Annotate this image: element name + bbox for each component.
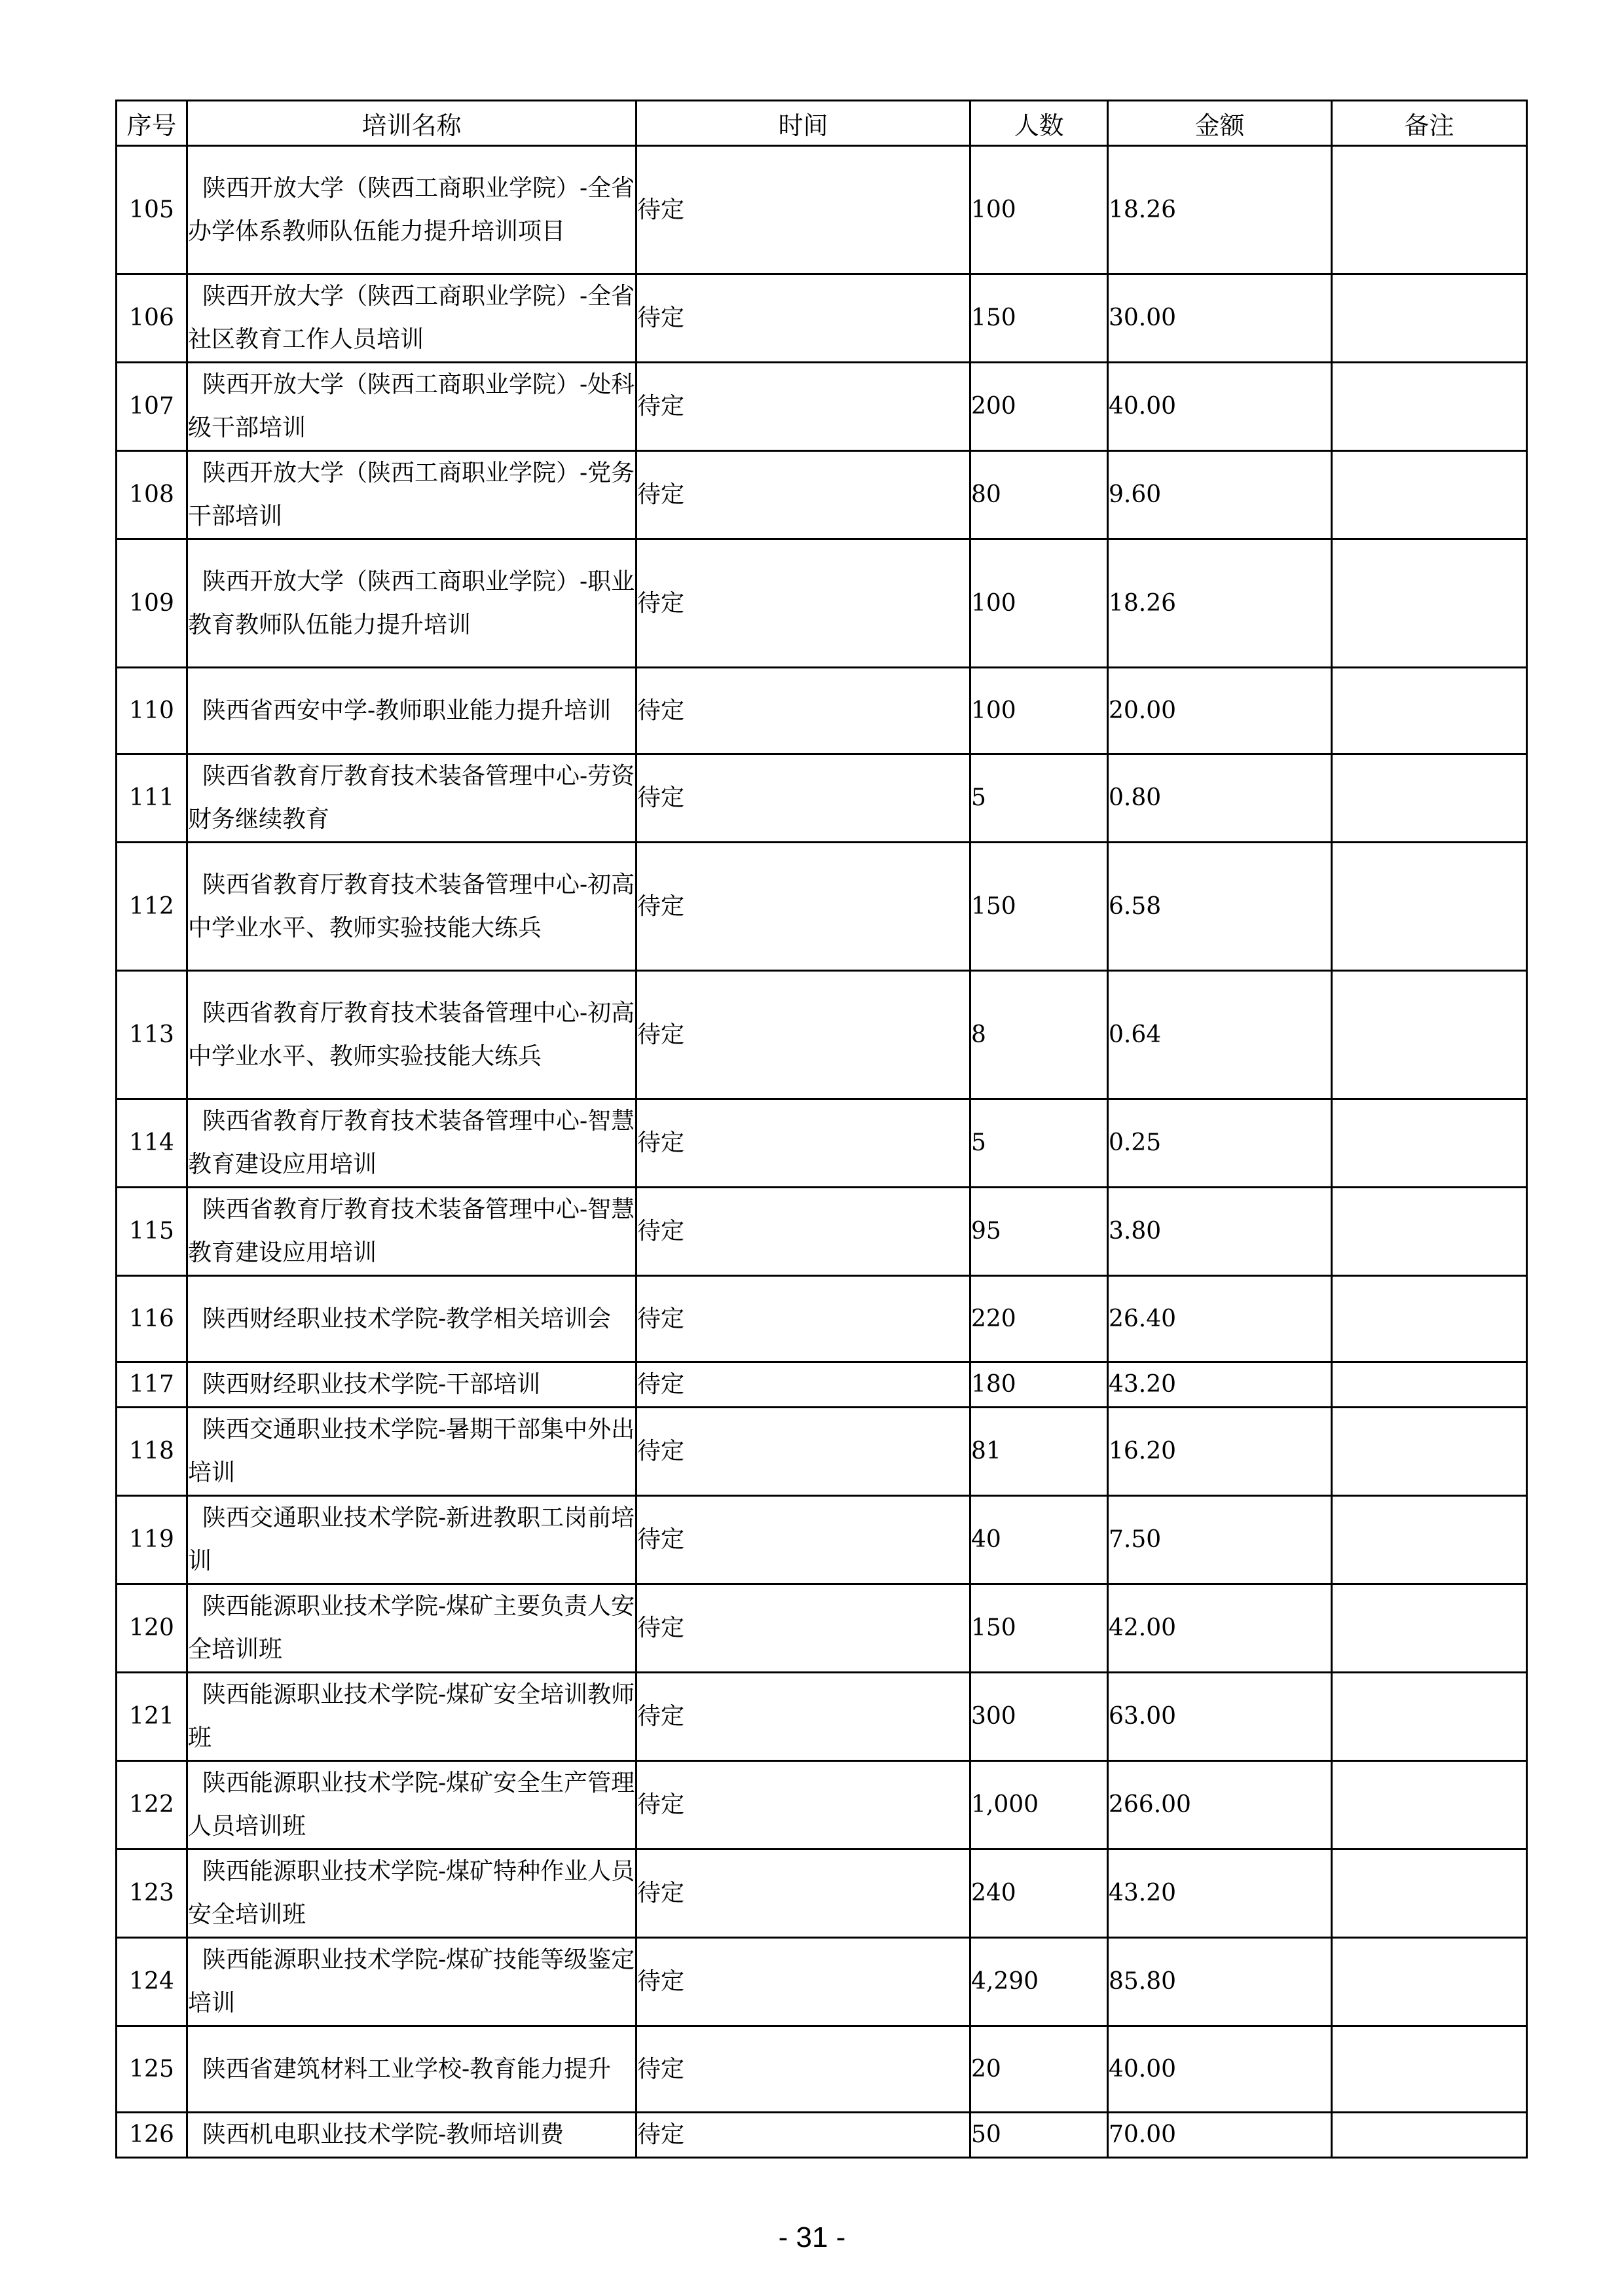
training-name-cell: 陕西开放大学（陕西工商职业学院）-职业教育教师队伍能力提升培训 [187,539,637,668]
time-cell: 待定 [637,1938,970,2026]
headcount-cell: 100 [970,668,1108,754]
table-row [117,1496,1527,1584]
page-number: - 31 - [778,2221,846,2253]
amount-cell: 20.00 [1108,668,1332,754]
serial-number-cell: 122 [117,1761,187,1850]
amount-cell: 26.40 [1108,1276,1332,1362]
table-row [117,754,1527,843]
serial-number-cell: 126 [117,2113,187,2158]
training-name-cell: 陕西省西安中学-教师职业能力提升培训 [187,668,637,754]
table-row [117,1850,1527,1938]
time-cell: 待定 [637,146,970,274]
table-row [117,451,1527,539]
header-training-name: 培训名称 [187,101,637,146]
time-cell: 待定 [637,539,970,668]
training-name-cell: 陕西交通职业技术学院-新进教职工岗前培训 [187,1496,637,1584]
remarks-cell [1332,2113,1527,2158]
time-cell: 待定 [637,971,970,1099]
table-row [117,2113,1527,2158]
headcount-cell: 80 [970,451,1108,539]
headcount-cell: 220 [970,1276,1108,1362]
headcount-cell: 100 [970,146,1108,274]
serial-number-cell: 109 [117,539,187,668]
headcount-cell: 1,000 [970,1761,1108,1850]
serial-number-cell: 114 [117,1099,187,1188]
time-cell: 待定 [637,1850,970,1938]
headcount-cell: 150 [970,274,1108,363]
remarks-cell [1332,754,1527,843]
table-row [117,668,1527,754]
headcount-cell: 5 [970,754,1108,843]
headcount-cell: 4,290 [970,1938,1108,2026]
serial-number-cell: 119 [117,1496,187,1584]
training-name-cell: 陕西省教育厅教育技术装备管理中心-初高中学业水平、教师实验技能大练兵 [187,971,637,1099]
time-cell: 待定 [637,1584,970,1673]
serial-number-cell: 121 [117,1673,187,1761]
time-cell: 待定 [637,274,970,363]
table-row [117,1188,1527,1276]
amount-cell: 43.20 [1108,1362,1332,1408]
serial-number-cell: 120 [117,1584,187,1673]
table-row [117,1362,1527,1408]
headcount-cell: 150 [970,1584,1108,1673]
header-headcount: 人数 [970,101,1108,146]
amount-cell: 40.00 [1108,363,1332,451]
time-cell: 待定 [637,1276,970,1362]
serial-number-cell: 125 [117,2026,187,2113]
amount-cell: 18.26 [1108,539,1332,668]
amount-cell: 30.00 [1108,274,1332,363]
serial-number-cell: 111 [117,754,187,843]
headcount-cell: 50 [970,2113,1108,2158]
amount-cell: 70.00 [1108,2113,1332,2158]
remarks-cell [1332,843,1527,971]
table-row [117,2026,1527,2113]
time-cell: 待定 [637,451,970,539]
training-name-cell: 陕西开放大学（陕西工商职业学院）-处科级干部培训 [187,363,637,451]
time-cell: 待定 [637,754,970,843]
remarks-cell [1332,1408,1527,1496]
serial-number-cell: 106 [117,274,187,363]
serial-number-cell: 107 [117,363,187,451]
remarks-cell [1332,1188,1527,1276]
headcount-cell: 40 [970,1496,1108,1584]
amount-cell: 85.80 [1108,1938,1332,2026]
headcount-cell: 150 [970,843,1108,971]
serial-number-cell: 115 [117,1188,187,1276]
time-cell: 待定 [637,843,970,971]
training-name-cell: 陕西开放大学（陕西工商职业学院）-党务干部培训 [187,451,637,539]
table-row [117,1761,1527,1850]
remarks-cell [1332,1276,1527,1362]
training-name-cell: 陕西省教育厅教育技术装备管理中心-劳资财务继续教育 [187,754,637,843]
remarks-cell [1332,146,1527,274]
table-row [117,1099,1527,1188]
amount-cell: 42.00 [1108,1584,1332,1673]
remarks-cell [1332,1673,1527,1761]
table-row [117,1938,1527,2026]
amount-cell: 40.00 [1108,2026,1332,2113]
serial-number-cell: 110 [117,668,187,754]
table-row [117,146,1527,274]
serial-number-cell: 123 [117,1850,187,1938]
time-cell: 待定 [637,2026,970,2113]
remarks-cell [1332,274,1527,363]
time-cell: 待定 [637,1673,970,1761]
amount-cell: 7.50 [1108,1496,1332,1584]
table-body [117,146,1527,2158]
serial-number-cell: 116 [117,1276,187,1362]
header-amount: 金额 [1108,101,1332,146]
serial-number-cell: 118 [117,1408,187,1496]
amount-cell: 9.60 [1108,451,1332,539]
serial-number-cell: 124 [117,1938,187,2026]
training-name-cell: 陕西省教育厅教育技术装备管理中心-初高中学业水平、教师实验技能大练兵 [187,843,637,971]
header-time: 时间 [637,101,970,146]
time-cell: 待定 [637,668,970,754]
training-name-cell: 陕西开放大学（陕西工商职业学院）-全省社区教育工作人员培训 [187,274,637,363]
training-name-cell: 陕西交通职业技术学院-暑期干部集中外出培训 [187,1408,637,1496]
training-name-cell: 陕西省教育厅教育技术装备管理中心-智慧教育建设应用培训 [187,1099,637,1188]
time-cell: 待定 [637,2113,970,2158]
serial-number-cell: 105 [117,146,187,274]
time-cell: 待定 [637,1099,970,1188]
remarks-cell [1332,1938,1527,2026]
training-name-cell: 陕西能源职业技术学院-煤矿主要负责人安全培训班 [187,1584,637,1673]
amount-cell: 43.20 [1108,1850,1332,1938]
time-cell: 待定 [637,1188,970,1276]
table-row [117,363,1527,451]
amount-cell: 3.80 [1108,1188,1332,1276]
table-row [117,843,1527,971]
serial-number-cell: 112 [117,843,187,971]
training-name-cell: 陕西省教育厅教育技术装备管理中心-智慧教育建设应用培训 [187,1188,637,1276]
training-name-cell: 陕西财经职业技术学院-干部培训 [187,1362,637,1408]
remarks-cell [1332,1362,1527,1408]
table-row [117,539,1527,668]
headcount-cell: 20 [970,2026,1108,2113]
amount-cell: 63.00 [1108,1673,1332,1761]
training-name-cell: 陕西能源职业技术学院-煤矿安全培训教师班 [187,1673,637,1761]
amount-cell: 0.80 [1108,754,1332,843]
training-name-cell: 陕西能源职业技术学院-煤矿安全生产管理人员培训班 [187,1761,637,1850]
amount-cell: 18.26 [1108,146,1332,274]
time-cell: 待定 [637,1408,970,1496]
headcount-cell: 240 [970,1850,1108,1938]
amount-cell: 266.00 [1108,1761,1332,1850]
remarks-cell [1332,539,1527,668]
headcount-cell: 8 [970,971,1108,1099]
remarks-cell [1332,451,1527,539]
amount-cell: 16.20 [1108,1408,1332,1496]
training-name-cell: 陕西省建筑材料工业学校-教育能力提升 [187,2026,637,2113]
headcount-cell: 180 [970,1362,1108,1408]
remarks-cell [1332,1099,1527,1188]
headcount-cell: 81 [970,1408,1108,1496]
headcount-cell: 200 [970,363,1108,451]
remarks-cell [1332,363,1527,451]
table-row [117,1584,1527,1673]
time-cell: 待定 [637,1362,970,1408]
amount-cell: 0.64 [1108,971,1332,1099]
time-cell: 待定 [637,1496,970,1584]
training-name-cell: 陕西能源职业技术学院-煤矿特种作业人员安全培训班 [187,1850,637,1938]
remarks-cell [1332,1850,1527,1938]
header-serial-number: 序号 [117,101,187,146]
headcount-cell: 100 [970,539,1108,668]
remarks-cell [1332,2026,1527,2113]
remarks-cell [1332,1761,1527,1850]
training-name-cell: 陕西能源职业技术学院-煤矿技能等级鉴定培训 [187,1938,637,2026]
headcount-cell: 5 [970,1099,1108,1188]
table-row [117,971,1527,1099]
amount-cell: 0.25 [1108,1099,1332,1188]
remarks-cell [1332,1584,1527,1673]
table-row [117,1276,1527,1362]
time-cell: 待定 [637,1761,970,1850]
table-row [117,1673,1527,1761]
remarks-cell [1332,1496,1527,1584]
training-name-cell: 陕西财经职业技术学院-教学相关培训会 [187,1276,637,1362]
headcount-cell: 300 [970,1673,1108,1761]
table-row [117,274,1527,363]
serial-number-cell: 113 [117,971,187,1099]
header-remarks: 备注 [1332,101,1527,146]
time-cell: 待定 [637,363,970,451]
remarks-cell [1332,668,1527,754]
training-name-cell: 陕西开放大学（陕西工商职业学院）-全省办学体系教师队伍能力提升培训项目 [187,146,637,274]
training-budget-table [115,100,1528,2159]
training-name-cell: 陕西机电职业技术学院-教师培训费 [187,2113,637,2158]
serial-number-cell: 108 [117,451,187,539]
headcount-cell: 95 [970,1188,1108,1276]
remarks-cell [1332,971,1527,1099]
amount-cell: 6.58 [1108,843,1332,971]
serial-number-cell: 117 [117,1362,187,1408]
table-row [117,1408,1527,1496]
table-header-row [117,101,1527,146]
